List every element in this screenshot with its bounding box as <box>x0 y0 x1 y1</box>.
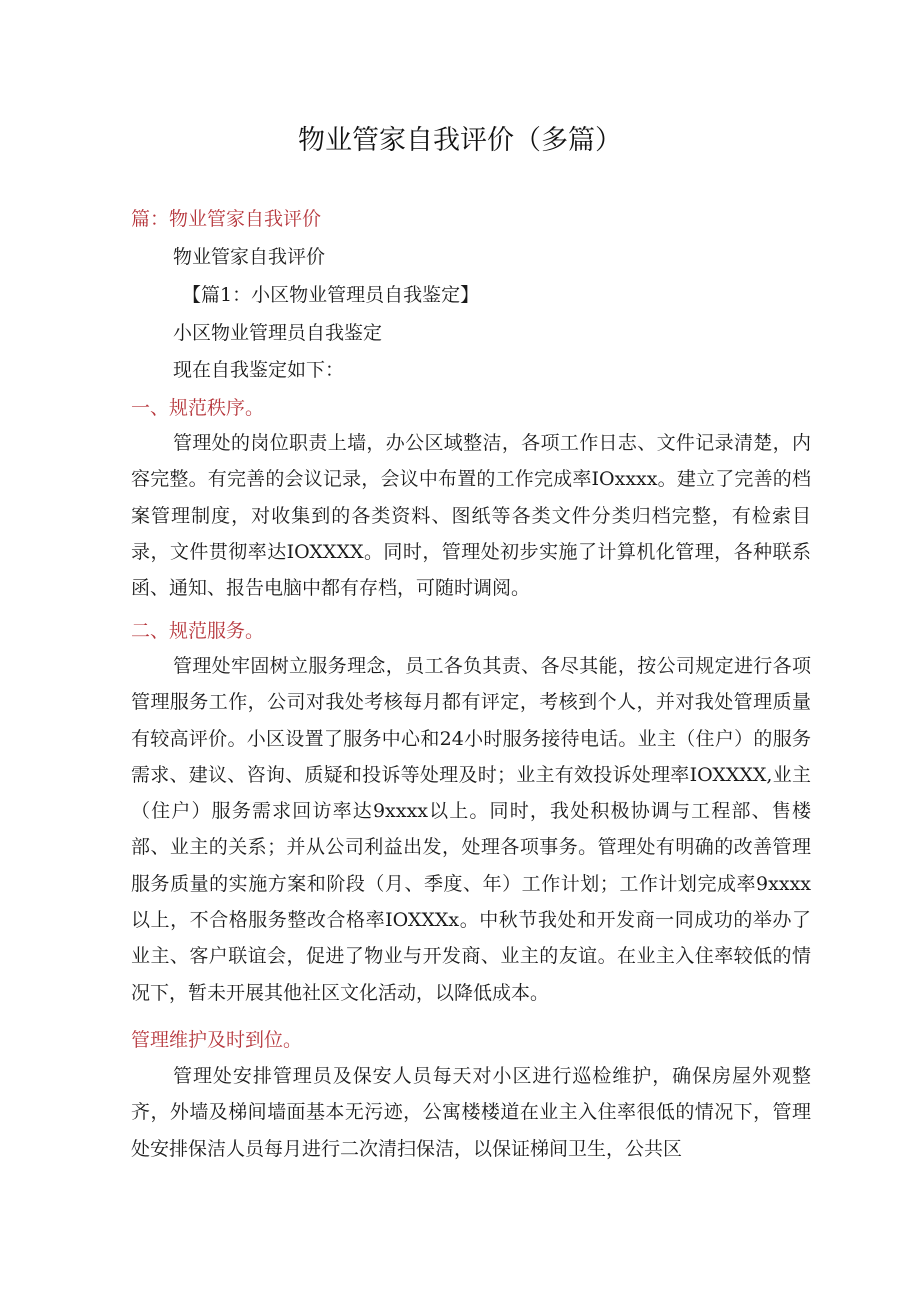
section-heading-service: 二、规范服务。 <box>131 620 265 642</box>
chapter-title: 小区物业管理员自我鉴定 <box>173 322 383 344</box>
document-title: 物业管家自我评价（多篇） <box>298 125 622 156</box>
part-heading: 篇：物业管家自我评价 <box>131 208 322 230</box>
section-heading-order: 一、规范秩序。 <box>131 397 265 419</box>
intro-text: 现在自我鉴定如下： <box>173 359 345 381</box>
chapter-heading: 【篇1：小区物业管理员自我鉴定】 <box>182 284 480 306</box>
section-heading-maintenance: 管理维护及时到位。 <box>131 1029 303 1051</box>
section-body-order: 管理处的岗位职责上墙，办公区域整洁，各项工作日志、文件记录清楚，内容完整。有完善的会议记录，会议中布置的工作完成率IOxxxx。建立了完善的档案管理制度，对收集到的各类资料、图纸等各类文件分类归档完整，有检索目录，文件贯彻率达IOXXXX。同时，管理处初步实施了计算机化管理，各种联系函、通知、报告电脑中都有存档，可随时调阅。 <box>131 432 811 600</box>
section-body-service: 管理处牢固树立服务理念，员工各负其责、各尽其能，按公司规定进行各项管理服务工作，公司对我处考核每月都有评定，考核到个人，并对我处管理质量有较高评价。小区设置了服务中心和24小时服务接待电话。业主（住户）的服务需求、建议、咨询、质疑和投诉等处理及时；业主有效投诉处理率IOXXXX,业主（住户）服务需求回访率达9xxxx以上。同时，我处积极协调与工程部、售楼部、业主的关系；并从公司利益出发，处理各项事务。管理处有明确的改善管理服务质量的实施方案和阶段（月、季度、年）工作计划；工作计划完成率9xxxx以上，不合格服务整改合格率IOXXXx。中秋节我处和开发商一同成功的举办了业主、客户联谊会，促进了物业与开发商、业主的友谊。在业主入住率较低的情况下，暂未开展其他社区文化活动，以降低成本。 <box>131 655 811 1004</box>
section-body-maintenance: 管理处安排管理员及保安人员每天对小区进行巡检维护，确保房屋外观整齐，外墙及梯间墙面基本无污迹，公寓楼楼道在业主入住率很低的情况下，管理处安排保洁人员每月进行二次清扫保洁，以保证梯间卫生，公共区 <box>131 1065 811 1160</box>
subtitle: 物业管家自我评价 <box>173 246 326 268</box>
